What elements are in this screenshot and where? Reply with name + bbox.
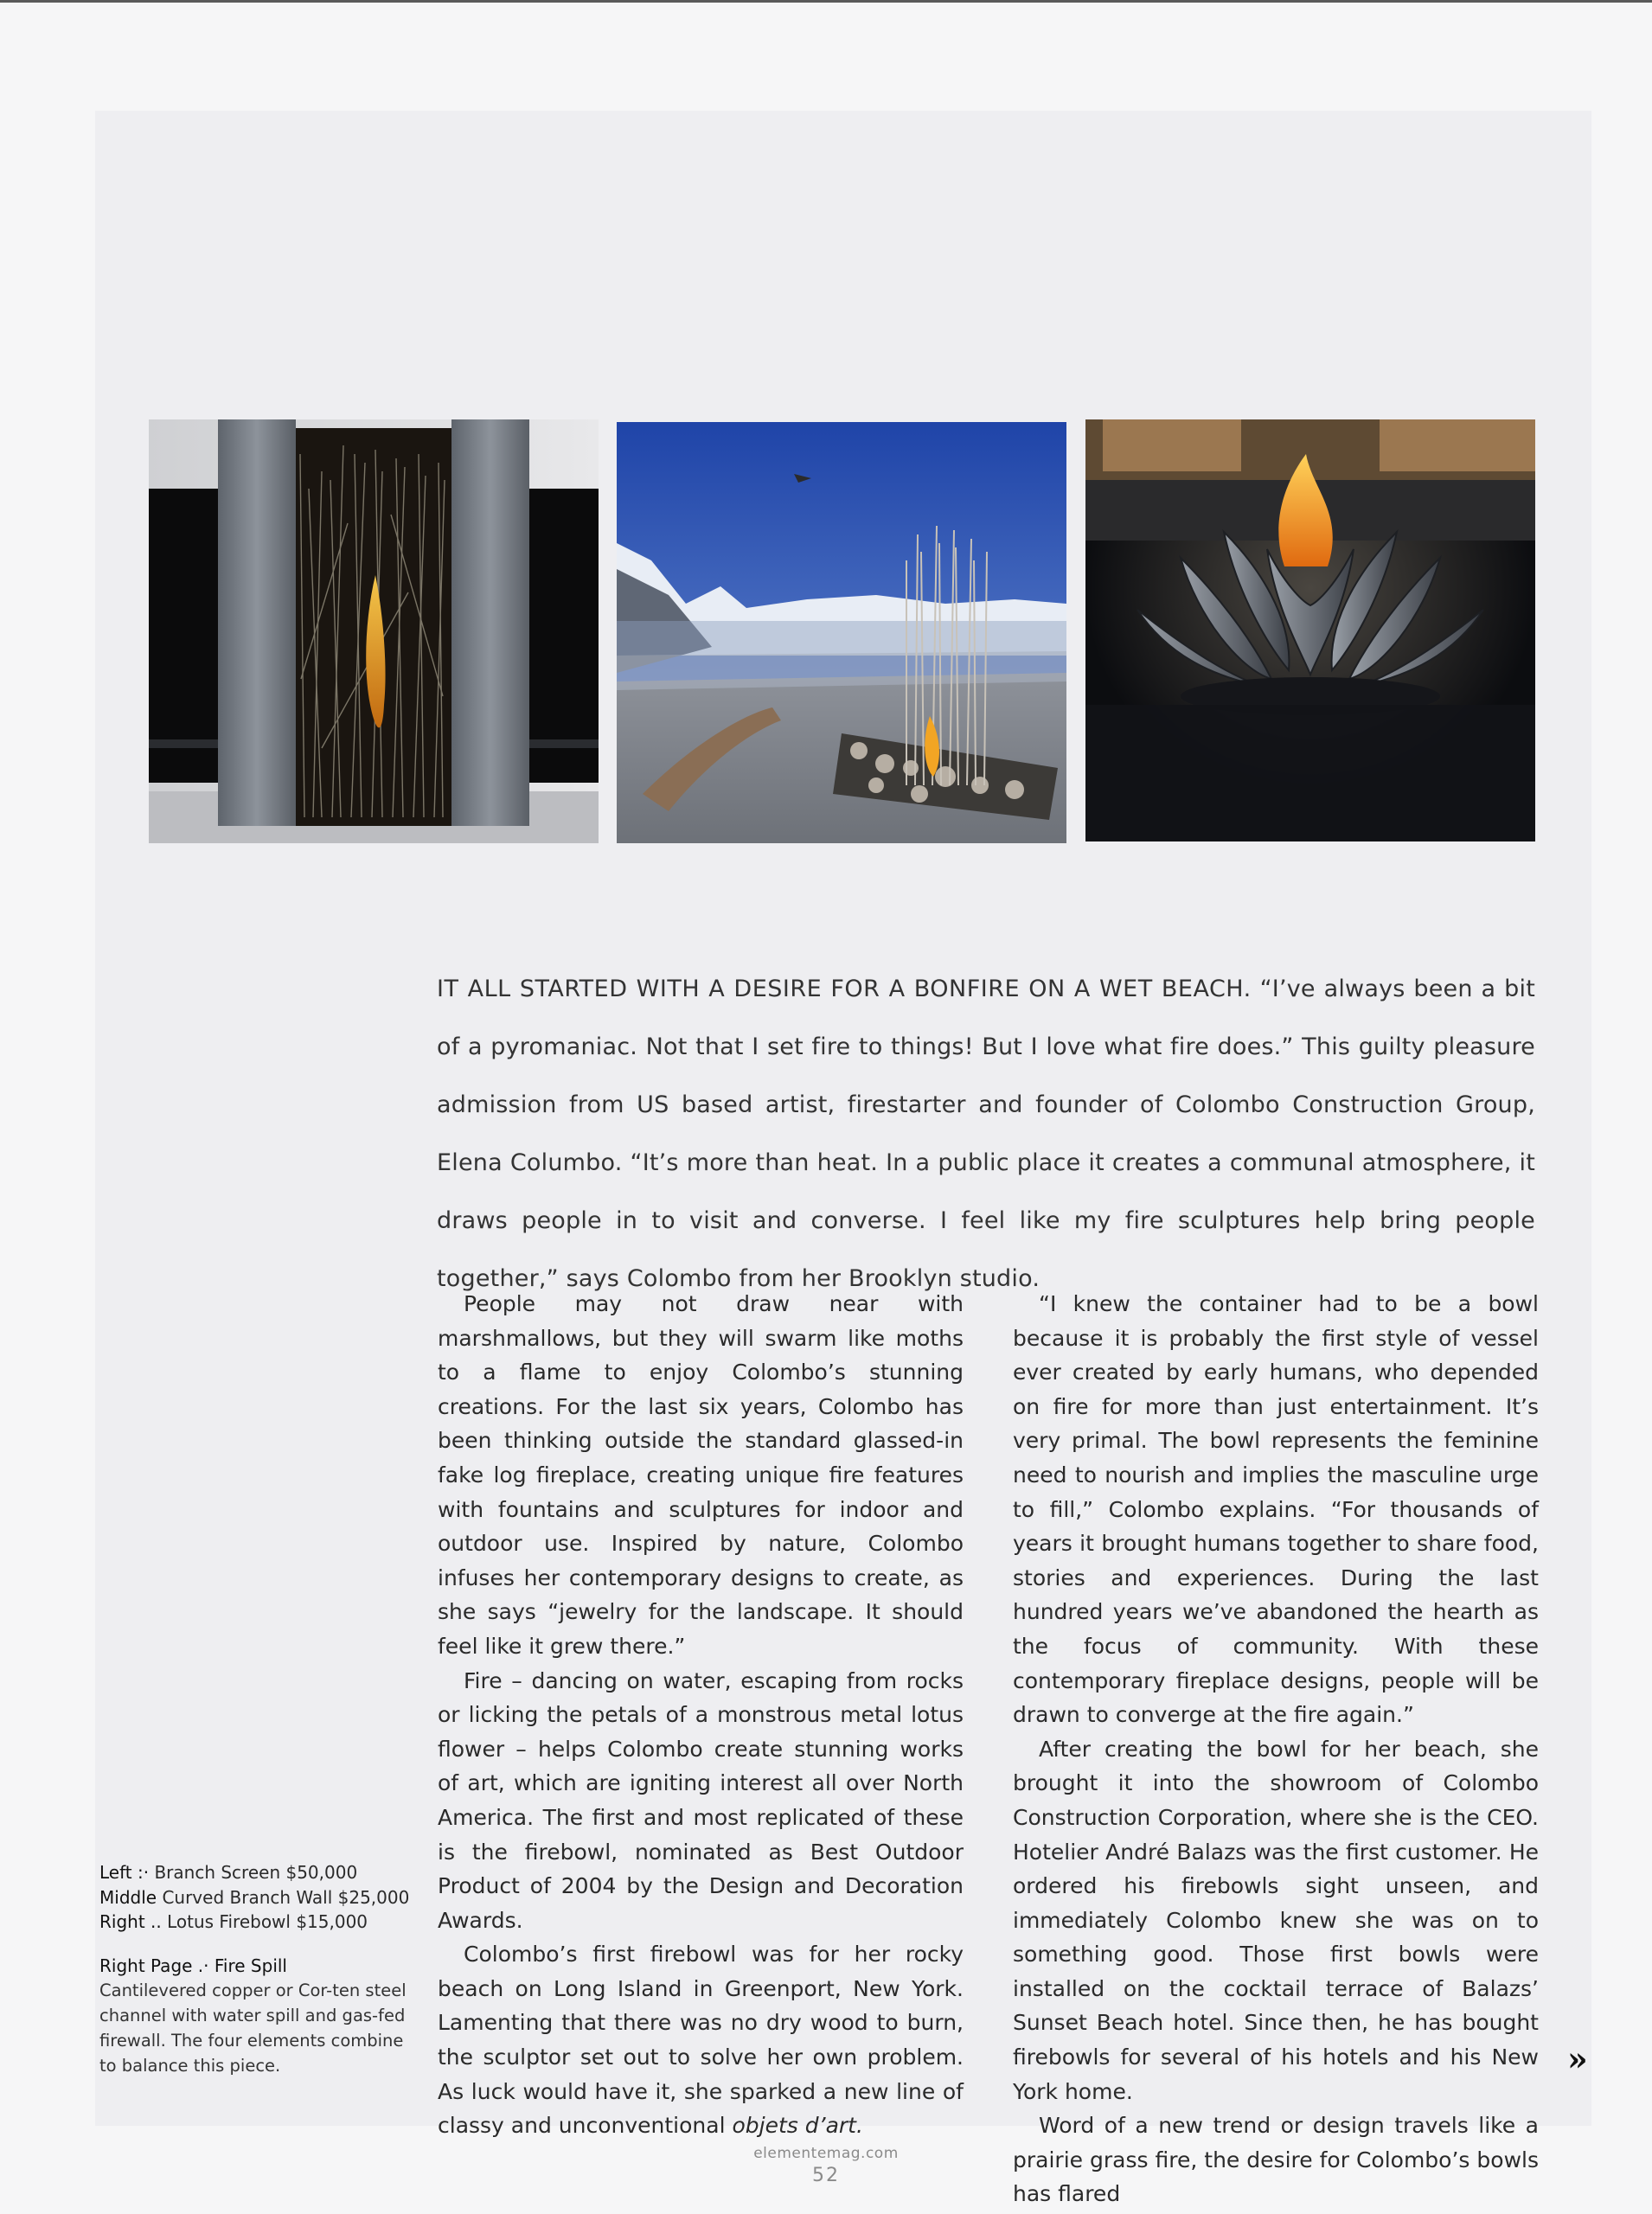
caption-left-text: Branch Screen $50,000 [154,1862,358,1883]
branch-screen-photo [149,419,599,843]
caption-middle-label: Middle [99,1886,157,1908]
right-paragraph-2: After creating the bowl for her beach, she brought it into the showroom of Colombo Construction Corporation, where she is the CEO. Hotelier André Balazs was the first customer. He ordered his firebowls sight unseen, and immediately Colombo knew she was on to something good. Those first bowls were installed on the cocktail terrace of Balazs’ Sunset Beach hotel. Since then, he has bought firebowls for several of his hotels and his New York home. [1013,1736,1539,2104]
caption-middle-text: Curved Branch Wall $25,000 [162,1886,410,1908]
lotus-firebowl-photo [1085,419,1535,841]
caption-right [99,1910,419,1935]
middle-paragraph-1: People may not draw near with marshmallows, but they will swarm like moths to a flame to enjoy Colombo’s stunning creations. For the last six years, Colombo has been thinking outside the standard glassed-in fake log fireplace, creating unique fire features with fountains and sculptures for indoor and outdoor use. Inspired by nature, Colombo infuses her contemporary designs to create, as she says “jewelry for the landscape. It should feel like it grew there.” [438,1291,964,1659]
middle-paragraph-3-text: Colombo’s first firebowl was for her rocky beach on Long Island in Greenport, New York. Lamenting that there was no dry wood to burn, the sculptor set out to solve her own problem. As luck would have it, she sparked a new line of classy and unconventional [438,1942,964,2139]
caption-right-text: Lotus Firebowl $15,000 [167,1911,368,1932]
caption-right-page [99,1954,419,1979]
intro-paragraph [437,960,1535,1308]
caption-right-page-description: Cantilevered copper or Cor-ten steel channel with water spill and gas-fed firewall. The four elements combine to balance this piece. [99,1980,407,2076]
curved-branch-wall-photo [617,422,1066,843]
right-paragraph-3: Word of a new trend or design travels like a prairie grass fire, the desire for Colombo’s bowls has flared [1013,2113,1539,2207]
middle-paragraph-3 [438,1937,964,2143]
body-column-right [1013,1287,1539,2211]
footer-website: elementemag.com [753,2145,899,2162]
intro-text: “I’ve always been a bit of a pyromaniac. Not that I set fire to things! But I love what fire does.” This guilty pleasure admission from US based artist, firestarter and founder of Colombo Construction Group, Elena Columbo. “It’s more than heat. In a public place it creates a communal atmosphere, it draws people in to visit and converse. I feel like my fire sculptures help bring people together,” says Colombo from her Brooklyn studio. [437,976,1535,1292]
middle-paragraph-2: Fire – dancing on water, escaping from rocks or licking the petals of a monstrous metal lotus flower – helps Colombo create stunning works of art, which are igniting interest all over North America. The first and most replicated of these is the firebowl, nominated as Best Outdoor Product of 2004 by the Design and Decoration Awards. [438,1667,964,1933]
caption-right-page-title: Fire Spill [214,1955,287,1976]
continue-arrow-icon: » [1567,2039,1583,2078]
body-column-middle [438,1287,964,2143]
top-edge-line [0,0,1652,3]
photo-captions [99,1860,419,2078]
caption-left [99,1860,419,1885]
intro-lead: IT ALL STARTED WITH A DESIRE FOR A BONFIRE ON A WET BEACH. [437,976,1252,1002]
page-number: 52 [812,2165,840,2186]
objets-dart-text: objets d’art. [732,2113,863,2139]
right-paragraph-1: “I knew the container had to be a bowl because it is probably the first style of vessel ever created by early humans, who depended on fire for more than just entertainment. It’s very primal. The bowl represents the feminine need to nourish and implies the masculine urge to fill,” Colombo explains. “For thousands of years it brought humans together to share food, stories and experiences. During the last hundred years we’ve abandoned the hearth as the focus of community. With these contemporary fireplace designs, people will be drawn to converge at the fire again.” [1013,1291,1539,1728]
caption-right-page-label: Right Page .· [99,1955,209,1976]
caption-spacer [99,1935,419,1954]
caption-middle [99,1885,419,1910]
caption-right-label: Right .. [99,1911,162,1932]
caption-left-label: Left :· [99,1862,150,1883]
